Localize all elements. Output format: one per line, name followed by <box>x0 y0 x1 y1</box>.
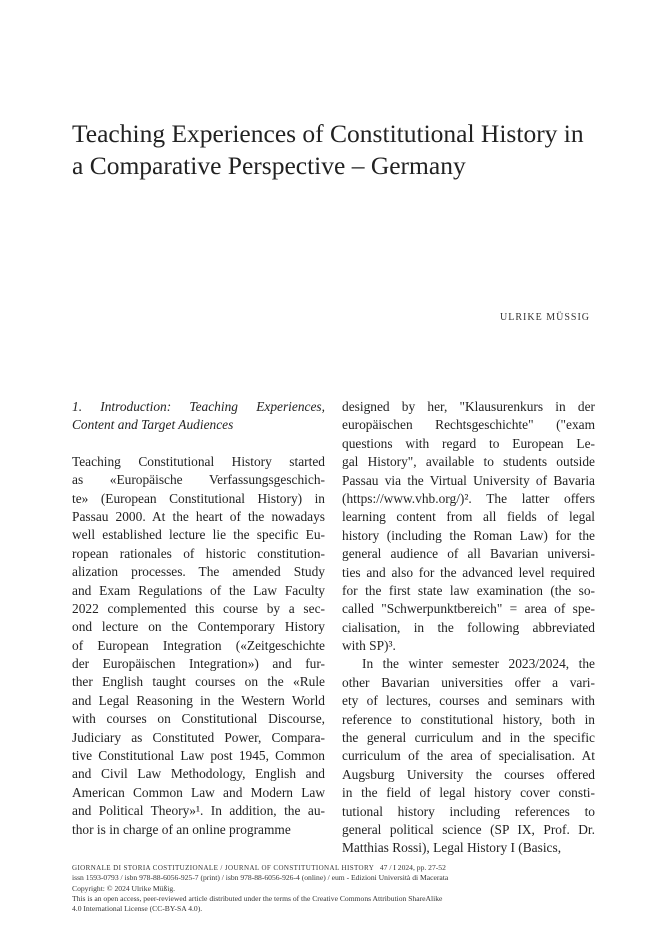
text-line: ther English taught courses on the «Rule <box>72 674 325 690</box>
text-line: gal History", available to students outside <box>342 454 595 470</box>
issue-info: 47 / I 2024, pp. 27-52 <box>379 863 446 872</box>
text-line: cialisation, in the following abbreviated <box>342 619 595 635</box>
text-line: thor is in charge of an online programme <box>72 821 291 837</box>
text-line: reference to constitutional history, both in <box>342 711 595 727</box>
text-line: called "Schwerpunktbereich" = area of spe- <box>342 601 595 617</box>
text-line: as «Europäische Verfassungsgeschich- <box>72 472 325 488</box>
text-line: designed by her, "Klausurenkurs in der <box>342 399 595 414</box>
left-body-text <box>72 453 325 839</box>
text-line: learning content from all fields of legal <box>342 509 595 525</box>
text-line: general political science (SP IX, Prof. Dr. <box>342 821 595 837</box>
text-line: ties and also for the advanced level required <box>342 564 595 580</box>
text-line: and Civil Law Methodology, English and <box>72 766 325 782</box>
text-line: Passau 2000. At the heart of the nowadays <box>72 508 325 524</box>
title-line-2: a Comparative Perspective – Germany <box>72 151 466 180</box>
title-line-1: Teaching Experiences of Constitutional History in <box>72 119 584 148</box>
right-paragraph-2 <box>342 655 595 857</box>
text-line: with courses on Constitutional Discourse, <box>72 711 325 727</box>
text-line: te» (European Constitutional History) in <box>72 490 325 506</box>
journal-name: GIORNALE DI STORIA COSTITUZIONALE / JOURNAL OF CONSTITUTIONAL HISTORY <box>72 864 375 872</box>
text-line: Passau via the Virtual University of Bavaria <box>342 472 595 488</box>
text-line: In the winter semester 2023/2024, the <box>362 656 595 672</box>
article-title <box>72 118 612 182</box>
text-line: other Bavarian universities offer a vari- <box>342 674 595 690</box>
text-line: 2022 complemented this course by a sec- <box>72 600 325 616</box>
text-line: tutional history including references to <box>342 803 595 819</box>
author-name: ULRIKE MÜSSIG <box>500 312 590 323</box>
text-line: Matthias Rossi), Legal History I (Basics, <box>342 840 562 856</box>
text-line: with SP)³. <box>342 638 396 654</box>
text-line: and Political Theory»¹. In addition, the au- <box>72 803 325 819</box>
text-line: europäischen Rechtsgeschichte" ("exam <box>342 417 595 433</box>
text-line: of European Integration («Zeitgeschichte <box>72 637 325 653</box>
left-column <box>72 398 325 839</box>
text-line: and Exam Regulations of the Law Faculty <box>72 582 325 598</box>
text-line: and Legal Reasoning in the Western World <box>72 692 325 708</box>
right-body-text <box>342 398 595 655</box>
text-line: alization processes. The amended Study <box>72 564 325 580</box>
text-line: Teaching Constitutional History started <box>72 453 325 469</box>
heading-line: Content and Target Audiences <box>72 417 234 433</box>
text-line: general audience of all Bavarian universi- <box>342 546 595 562</box>
text-line: in the field of legal history cover consti- <box>342 785 595 801</box>
text-line: ropean rationales of historic constitution- <box>72 545 325 561</box>
copyright-line: Copyright: © 2024 Ulrike Müßig. <box>72 883 176 893</box>
text-line: ety of lectures, courses and seminars with <box>342 693 595 709</box>
text-line: history (including the Roman Law) for the <box>342 527 595 543</box>
footer-journal-line <box>72 863 632 873</box>
license-line-1: This is an open access, peer-reviewed article distributed under the terms of the Creative Commons Attribution ShareAlike <box>72 893 443 903</box>
text-line: tive Constitutional Law post 1945, Common <box>72 748 325 764</box>
heading-line: 1. Introduction: Teaching Experiences, <box>72 399 325 414</box>
page-footer <box>72 863 632 914</box>
text-line: der Europäischen Integration») and fur- <box>72 656 325 672</box>
text-line: the general curriculum and in the specific <box>342 730 595 746</box>
text-line: Augsburg University the courses offered <box>342 766 595 782</box>
text-line: well established lecture lie the specific Eu- <box>72 527 325 543</box>
section-heading <box>72 398 325 435</box>
text-line: Judiciary as Constituted Power, Compara- <box>72 729 325 745</box>
license-line-2: 4.0 International License (CC-BY-SA 4.0). <box>72 904 203 914</box>
text-line: (https://www.vhb.org/)². The latter offers <box>342 490 595 506</box>
text-line: ond lecture on the Contemporary History <box>72 619 325 635</box>
text-line: for the first state law examination (the so- <box>342 582 595 598</box>
text-line: curriculum of the area of specialisation. At <box>342 748 595 764</box>
text-line: questions with regard to European Le- <box>342 435 595 451</box>
text-line: American Common Law and Modern Law <box>72 784 325 800</box>
right-column <box>342 398 595 858</box>
issn-line: issn 1593-0793 / isbn 978-88-6056-925-7 (print) / isbn 978-88-6056-926-4 (online) / eum - Edizioni Università di Macerata <box>72 873 449 883</box>
